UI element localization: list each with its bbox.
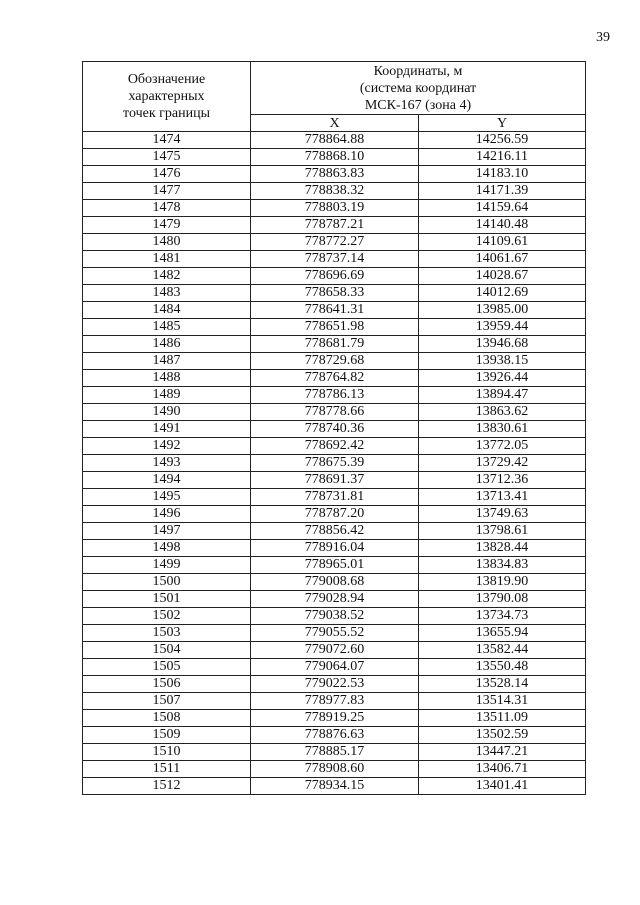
x-cell: 778778.66 [251, 404, 419, 421]
y-cell: 13401.41 [419, 778, 586, 795]
point-id-cell: 1486 [83, 336, 251, 353]
y-cell: 13502.59 [419, 727, 586, 744]
header-point-line: точек границы [123, 106, 210, 121]
y-cell: 13819.90 [419, 574, 586, 591]
x-cell: 778863.83 [251, 166, 419, 183]
x-cell: 778885.17 [251, 744, 419, 761]
table-row [83, 557, 586, 574]
y-cell: 14183.10 [419, 166, 586, 183]
x-cell: 779072.60 [251, 642, 419, 659]
x-cell: 778803.19 [251, 200, 419, 217]
point-id-cell: 1478 [83, 200, 251, 217]
point-id-cell: 1480 [83, 234, 251, 251]
y-cell: 13729.42 [419, 455, 586, 472]
table-row [83, 693, 586, 710]
y-cell: 14012.69 [419, 285, 586, 302]
point-id-cell: 1512 [83, 778, 251, 795]
point-id-cell: 1489 [83, 387, 251, 404]
header-point-designation [83, 62, 251, 132]
x-cell: 778658.33 [251, 285, 419, 302]
x-cell: 778729.68 [251, 353, 419, 370]
point-id-cell: 1508 [83, 710, 251, 727]
page-number: 39 [596, 30, 610, 45]
header-coords-line: МСК-167 (зона 4) [364, 97, 472, 113]
table-header [83, 62, 586, 132]
header-point-line: характерных [128, 89, 205, 104]
point-id-cell: 1481 [83, 251, 251, 268]
x-cell: 778977.83 [251, 693, 419, 710]
point-id-cell: 1496 [83, 506, 251, 523]
table-row [83, 778, 586, 795]
y-cell: 13734.73 [419, 608, 586, 625]
table-row [83, 183, 586, 200]
point-id-cell: 1500 [83, 574, 251, 591]
table-row [83, 472, 586, 489]
table-row [83, 132, 586, 149]
header-coordinates [251, 62, 586, 115]
table-row [83, 506, 586, 523]
x-cell: 778681.79 [251, 336, 419, 353]
point-id-cell: 1510 [83, 744, 251, 761]
x-cell: 778731.81 [251, 489, 419, 506]
y-cell: 13511.09 [419, 710, 586, 727]
y-cell: 13655.94 [419, 625, 586, 642]
table-row [83, 455, 586, 472]
coordinates-table [82, 61, 586, 795]
point-id-cell: 1485 [83, 319, 251, 336]
x-cell: 778691.37 [251, 472, 419, 489]
point-id-cell: 1509 [83, 727, 251, 744]
point-id-cell: 1506 [83, 676, 251, 693]
y-cell: 13985.00 [419, 302, 586, 319]
header-coords-line: (система координат [359, 80, 477, 96]
x-cell: 779028.94 [251, 591, 419, 608]
x-cell: 778908.60 [251, 761, 419, 778]
table-row [83, 234, 586, 251]
table-row [83, 404, 586, 421]
point-id-cell: 1494 [83, 472, 251, 489]
table-row [83, 336, 586, 353]
table-row [83, 251, 586, 268]
header-y: Y [419, 115, 586, 132]
x-cell: 778786.13 [251, 387, 419, 404]
table-row [83, 642, 586, 659]
x-cell: 778934.15 [251, 778, 419, 795]
y-cell: 13447.21 [419, 744, 586, 761]
y-cell: 13749.63 [419, 506, 586, 523]
y-cell: 13406.71 [419, 761, 586, 778]
x-cell: 778737.14 [251, 251, 419, 268]
table-row [83, 387, 586, 404]
table-row [83, 353, 586, 370]
point-id-cell: 1475 [83, 149, 251, 166]
y-cell: 13959.44 [419, 319, 586, 336]
point-id-cell: 1490 [83, 404, 251, 421]
y-cell: 14028.67 [419, 268, 586, 285]
point-id-cell: 1504 [83, 642, 251, 659]
x-cell: 779055.52 [251, 625, 419, 642]
point-id-cell: 1502 [83, 608, 251, 625]
x-cell: 778787.20 [251, 506, 419, 523]
table-row [83, 302, 586, 319]
x-cell: 778651.98 [251, 319, 419, 336]
x-cell: 778641.31 [251, 302, 419, 319]
table-row [83, 421, 586, 438]
point-id-cell: 1498 [83, 540, 251, 557]
point-id-cell: 1482 [83, 268, 251, 285]
x-cell: 778838.32 [251, 183, 419, 200]
y-cell: 13528.14 [419, 676, 586, 693]
table-row [83, 319, 586, 336]
header-x: X [251, 115, 419, 132]
y-cell: 14140.48 [419, 217, 586, 234]
table-row [83, 285, 586, 302]
y-cell: 13514.31 [419, 693, 586, 710]
point-id-cell: 1476 [83, 166, 251, 183]
table-row [83, 574, 586, 591]
point-id-cell: 1499 [83, 557, 251, 574]
x-cell: 778787.21 [251, 217, 419, 234]
x-cell: 778876.63 [251, 727, 419, 744]
x-cell: 778856.42 [251, 523, 419, 540]
table-row [83, 710, 586, 727]
x-cell: 779008.68 [251, 574, 419, 591]
y-cell: 13828.44 [419, 540, 586, 557]
table-row [83, 217, 586, 234]
table-row [83, 608, 586, 625]
table-row [83, 268, 586, 285]
y-cell: 13582.44 [419, 642, 586, 659]
y-cell: 13863.62 [419, 404, 586, 421]
header-point-line: Обозначение [127, 72, 206, 87]
x-cell: 778696.69 [251, 268, 419, 285]
table-body [83, 132, 586, 795]
point-id-cell: 1511 [83, 761, 251, 778]
x-cell: 778675.39 [251, 455, 419, 472]
point-id-cell: 1492 [83, 438, 251, 455]
point-id-cell: 1497 [83, 523, 251, 540]
point-id-cell: 1505 [83, 659, 251, 676]
table-row [83, 540, 586, 557]
y-cell: 13790.08 [419, 591, 586, 608]
y-cell: 14216.11 [419, 149, 586, 166]
point-id-cell: 1479 [83, 217, 251, 234]
table-row [83, 744, 586, 761]
table-row [83, 761, 586, 778]
x-cell: 778764.82 [251, 370, 419, 387]
x-cell: 779038.52 [251, 608, 419, 625]
x-cell: 778772.27 [251, 234, 419, 251]
point-id-cell: 1487 [83, 353, 251, 370]
point-id-cell: 1503 [83, 625, 251, 642]
table-row [83, 625, 586, 642]
x-cell: 778864.88 [251, 132, 419, 149]
point-id-cell: 1483 [83, 285, 251, 302]
y-cell: 14256.59 [419, 132, 586, 149]
y-cell: 13713.41 [419, 489, 586, 506]
point-id-cell: 1495 [83, 489, 251, 506]
table-row [83, 523, 586, 540]
table-row [83, 591, 586, 608]
header-coords-line: Координаты, м [373, 63, 463, 79]
point-id-cell: 1501 [83, 591, 251, 608]
y-cell: 14109.61 [419, 234, 586, 251]
table-row [83, 370, 586, 387]
table-row [83, 676, 586, 693]
point-id-cell: 1488 [83, 370, 251, 387]
point-id-cell: 1474 [83, 132, 251, 149]
x-cell: 778740.36 [251, 421, 419, 438]
y-cell: 13550.48 [419, 659, 586, 676]
point-id-cell: 1507 [83, 693, 251, 710]
x-cell: 778868.10 [251, 149, 419, 166]
y-cell: 13894.47 [419, 387, 586, 404]
x-cell: 778919.25 [251, 710, 419, 727]
y-cell: 14159.64 [419, 200, 586, 217]
x-cell: 778692.42 [251, 438, 419, 455]
table-row [83, 166, 586, 183]
x-cell: 779064.07 [251, 659, 419, 676]
y-cell: 14061.67 [419, 251, 586, 268]
point-id-cell: 1477 [83, 183, 251, 200]
y-cell: 13926.44 [419, 370, 586, 387]
y-cell: 13798.61 [419, 523, 586, 540]
table-row [83, 659, 586, 676]
y-cell: 13772.05 [419, 438, 586, 455]
y-cell: 13830.61 [419, 421, 586, 438]
table-row [83, 438, 586, 455]
y-cell: 13938.15 [419, 353, 586, 370]
table-row [83, 149, 586, 166]
point-id-cell: 1484 [83, 302, 251, 319]
y-cell: 13712.36 [419, 472, 586, 489]
x-cell: 779022.53 [251, 676, 419, 693]
table-row [83, 489, 586, 506]
table-row [83, 727, 586, 744]
x-cell: 778965.01 [251, 557, 419, 574]
y-cell: 14171.39 [419, 183, 586, 200]
y-cell: 13834.83 [419, 557, 586, 574]
x-cell: 778916.04 [251, 540, 419, 557]
point-id-cell: 1491 [83, 421, 251, 438]
table-row [83, 200, 586, 217]
point-id-cell: 1493 [83, 455, 251, 472]
y-cell: 13946.68 [419, 336, 586, 353]
